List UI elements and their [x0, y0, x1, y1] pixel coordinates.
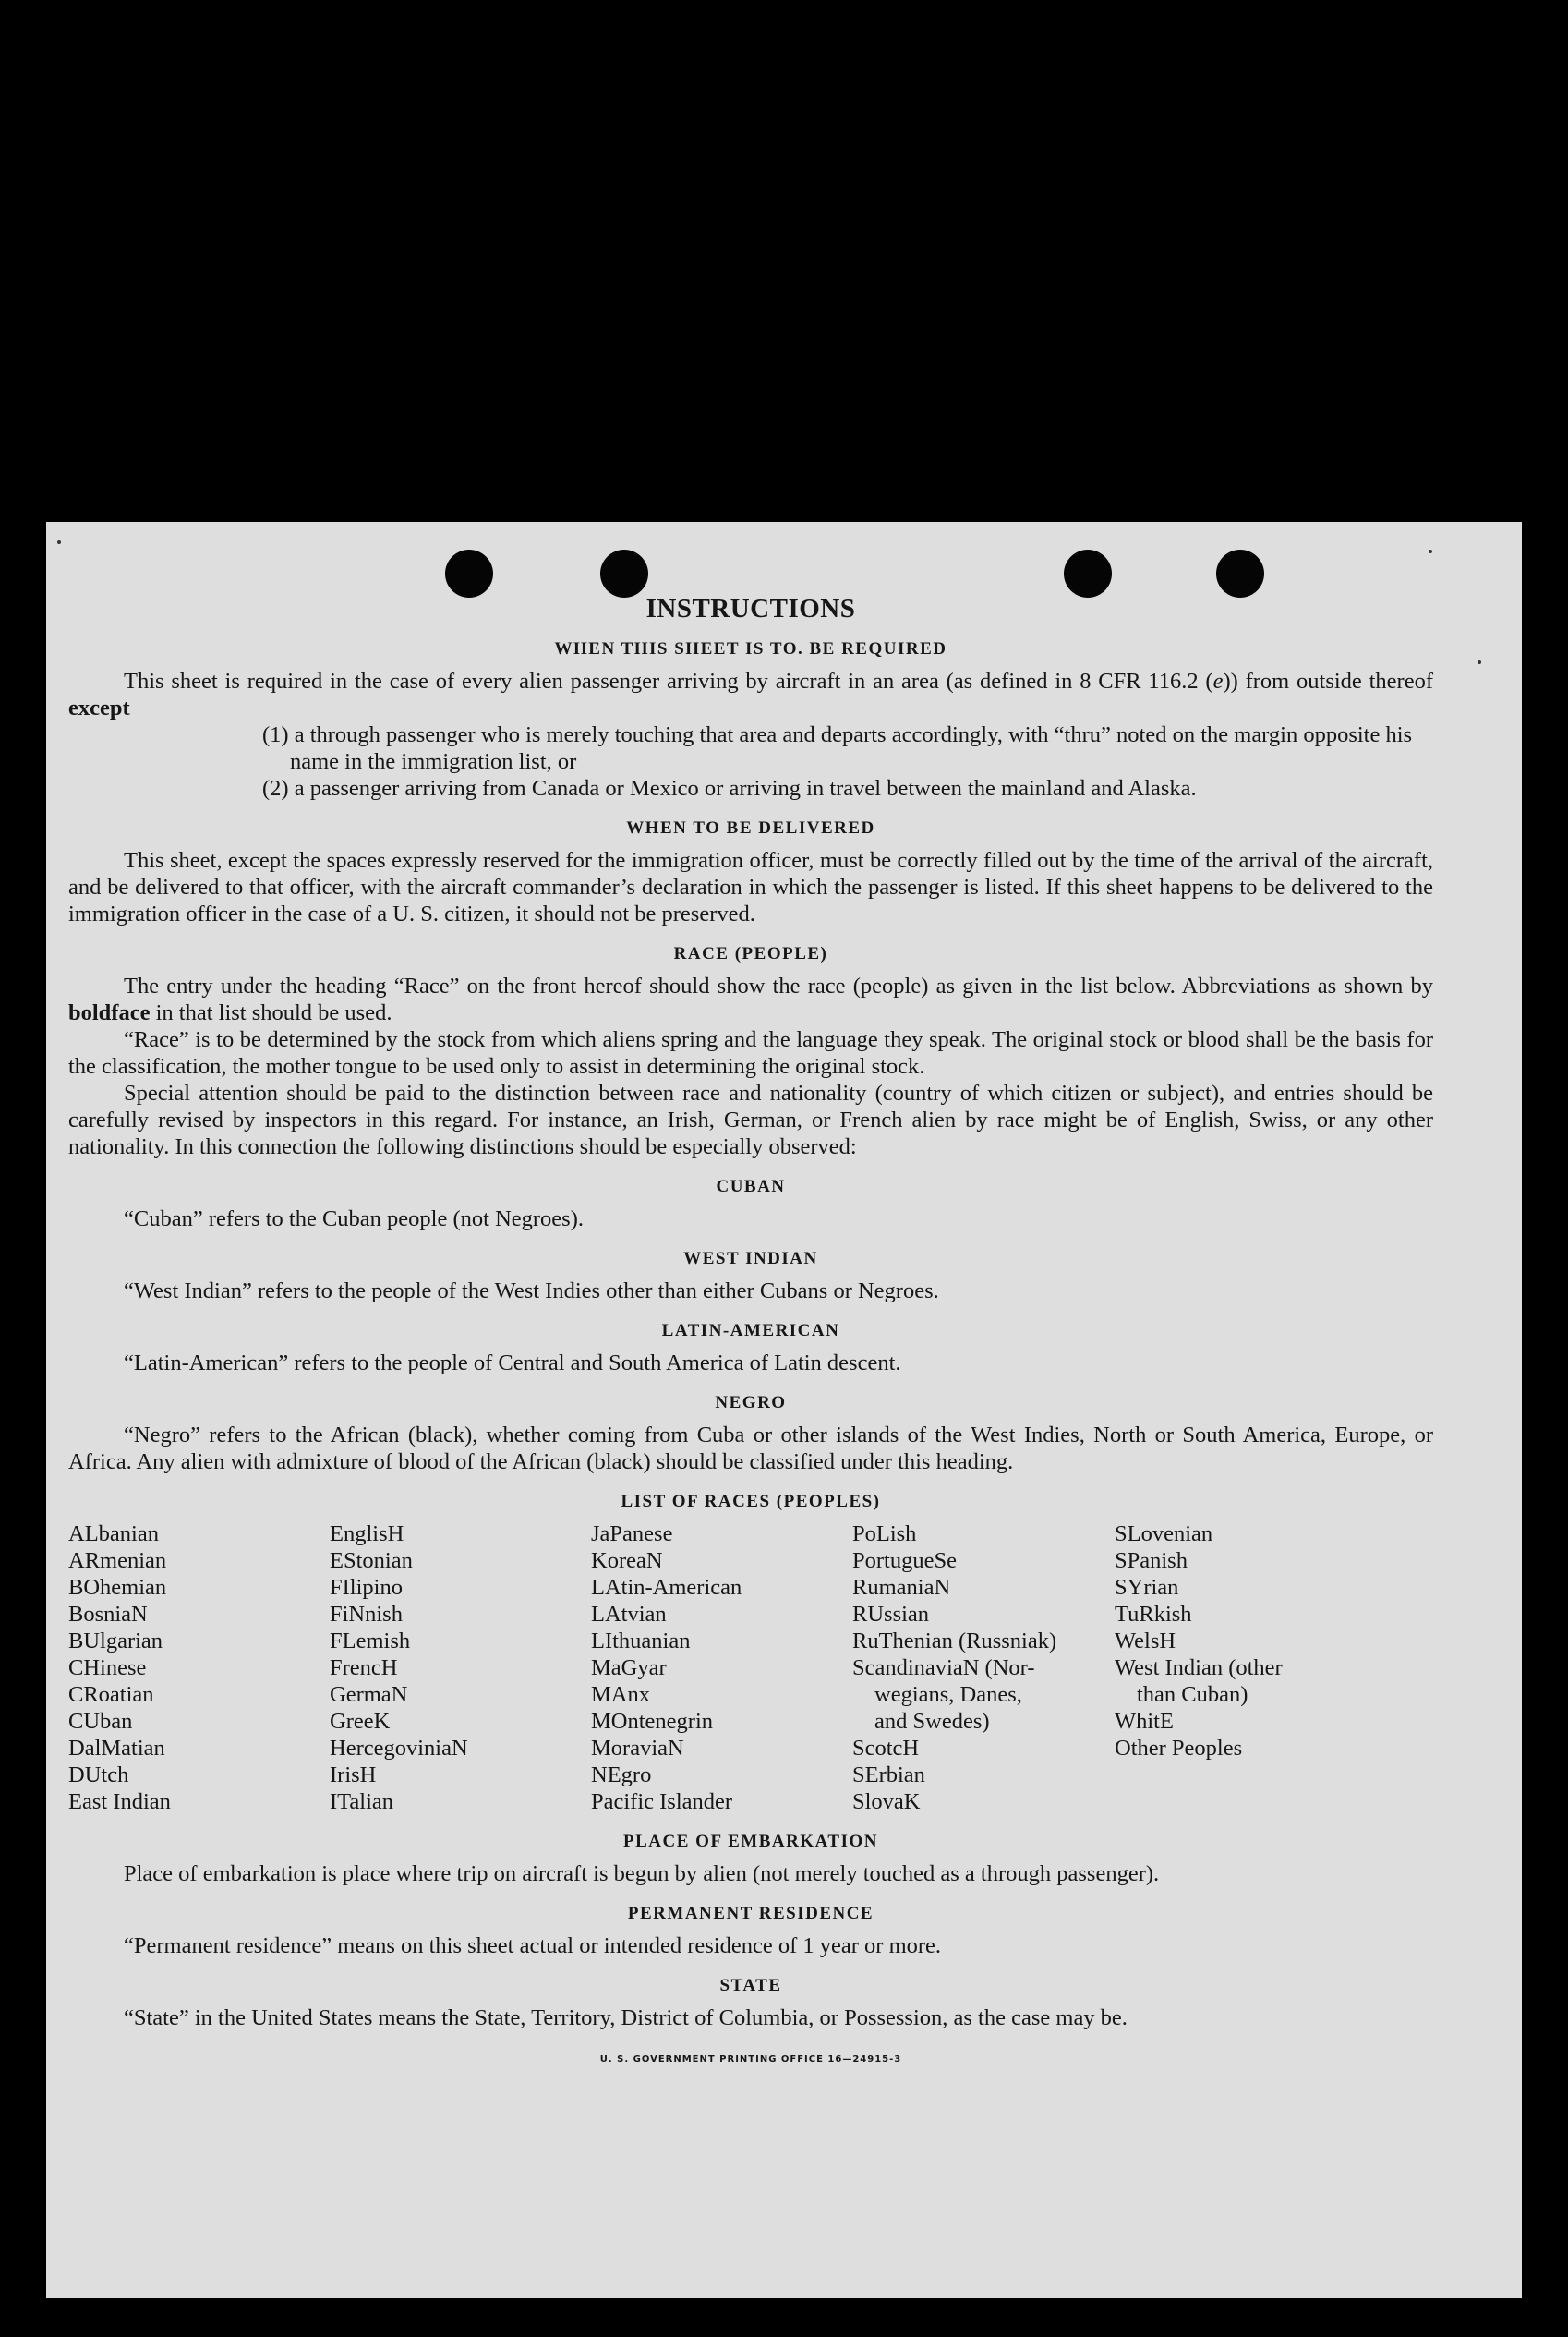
- required-item-2: (2) a passenger arriving from Canada or Mexico or arriving in travel between the mainland and Alaska.: [262, 776, 1197, 801]
- race-item: East Indian: [68, 1789, 171, 1814]
- section-heading-races-list: LIST OF RACES (PEOPLES): [621, 1492, 881, 1511]
- intro-except: except: [68, 696, 130, 720]
- race-item: GermaN: [330, 1682, 408, 1707]
- race-item: BUlgarian: [68, 1629, 163, 1653]
- speck: [1429, 550, 1432, 553]
- punch-hole: [445, 550, 493, 598]
- races-column-5: [1115, 1520, 1355, 1815]
- section-heading-latin-american: LATIN-AMERICAN: [661, 1321, 840, 1340]
- intro-italic: e: [1212, 669, 1224, 694]
- race-item: ScotcH: [852, 1736, 920, 1761]
- race-item: PoLish: [852, 1521, 917, 1546]
- race-item: EStonian: [330, 1548, 413, 1573]
- race-item: BosniaN: [68, 1602, 148, 1627]
- residence-text: “Permanent residence” means on this sheet actual or intended residence of 1 year or more.: [124, 1933, 942, 1958]
- race-item-continued: than Cuban): [1137, 1682, 1248, 1707]
- races-list: [68, 1520, 1433, 1815]
- race-p1-text-c: in that list should be used.: [150, 1000, 392, 1025]
- race-item: RumaniaN: [852, 1575, 951, 1600]
- required-intro: [68, 668, 1433, 721]
- race-item: MoraviaN: [591, 1736, 684, 1761]
- race-item: GreeK: [330, 1709, 391, 1734]
- section-heading-delivered: WHEN TO BE DELIVERED: [626, 818, 875, 838]
- latin-american-text: “Latin-American” refers to the people of Central and South America of Latin descent.: [124, 1350, 901, 1375]
- race-paragraph-3: Special attention should be paid to the distinction between race and nationality (country of which citizen or subject), and entries should be carefully revised by inspectors in this regard. For instance, an Irish, German, or French alien by race might be of English, Swiss, or any other nationality. In this connection the following distinctions should be especially observed:: [68, 1081, 1433, 1159]
- section-heading-negro: NEGRO: [715, 1393, 787, 1412]
- races-column-2: [330, 1520, 591, 1815]
- race-item: LAtvian: [591, 1602, 667, 1627]
- race-item: SYrian: [1115, 1575, 1179, 1600]
- section-heading-embarkation: PLACE OF EMBARKATION: [623, 1832, 878, 1851]
- state-text: “State” in the United States means the State, Territory, District of Columbia, or Possession, as the case may be.: [124, 2005, 1128, 2030]
- race-item: JaPanese: [591, 1521, 673, 1546]
- race-item: HercegoviniaN: [330, 1736, 468, 1761]
- race-item: PortugueSe: [852, 1548, 957, 1573]
- race-item-continued: wegians, Danes,: [874, 1682, 1022, 1707]
- printer-footer: U. S. GOVERNMENT PRINTING OFFICE 16—24915-3: [599, 2054, 902, 2065]
- race-item: TuRkish: [1115, 1602, 1192, 1627]
- race-item: EnglisH: [330, 1521, 404, 1546]
- race-p1-text-a: The entry under the heading “Race” on the front hereof should show the race (people) as given in the list below. Abbreviations as shown by: [124, 974, 1433, 999]
- section-heading-required: WHEN THIS SHEET IS TO. BE REQUIRED: [554, 639, 947, 659]
- race-item: NEgro: [591, 1762, 652, 1787]
- race-paragraph-1: [68, 973, 1433, 1026]
- race-item: FIlipino: [330, 1575, 403, 1600]
- section-heading-state: STATE: [719, 1976, 782, 1995]
- race-item: MOntenegrin: [591, 1709, 713, 1734]
- race-item: KoreaN: [591, 1548, 663, 1573]
- race-item: SLovenian: [1115, 1521, 1213, 1546]
- speck: [1478, 660, 1481, 664]
- race-item: WhitE: [1115, 1709, 1174, 1734]
- race-item: IrisH: [330, 1762, 377, 1787]
- race-item: MaGyar: [591, 1655, 667, 1680]
- required-item-1: (1) a through passenger who is merely touching that area and departs accordingly, with “thru” noted on the margin opposite his name in the immigration list, or: [262, 722, 1413, 774]
- punch-hole: [600, 550, 648, 598]
- race-item: SErbian: [852, 1762, 925, 1787]
- race-item: LIthuanian: [591, 1629, 691, 1653]
- embarkation-text: Place of embarkation is place where trip on aircraft is begun by alien (not merely touched as a through passenger).: [124, 1861, 1160, 1886]
- race-item: Pacific Islander: [591, 1789, 733, 1814]
- race-item: DalMatian: [68, 1736, 165, 1761]
- section-heading-cuban: CUBAN: [716, 1177, 786, 1196]
- race-item: BOhemian: [68, 1575, 167, 1600]
- west-indian-text: “West Indian” refers to the people of the West Indies other than either Cubans or Negroes.: [124, 1278, 939, 1303]
- punch-hole: [1216, 550, 1264, 598]
- race-paragraph-2: “Race” is to be determined by the stock from which aliens spring and the language they speak. The original stock or blood shall be the basis for the classification, the mother tongue to be used only to assist in determining the original stock.: [68, 1027, 1433, 1079]
- race-item: ScandinaviaN (Nor-: [852, 1655, 1035, 1680]
- races-column-3: [591, 1520, 852, 1815]
- race-item-continued: and Swedes): [874, 1709, 990, 1734]
- race-item: FLemish: [330, 1629, 411, 1653]
- race-p1-bold: boldface: [68, 1000, 151, 1025]
- race-item: CUban: [68, 1709, 133, 1734]
- race-item: CHinese: [68, 1655, 147, 1680]
- intro-text-a: This sheet is required in the case of every alien passenger arriving by aircraft in an area (as defined in 8 CFR 116.2 (: [124, 669, 1213, 694]
- race-item: ARmenian: [68, 1548, 167, 1573]
- instructions-content: [68, 596, 1433, 2073]
- intro-text-b: )) from outside thereof: [1223, 669, 1433, 694]
- negro-text: “Negro” refers to the African (black), whether coming from Cuba or other islands of the West Indies, North or South America, Europe, or Africa. Any alien with admixture of blood of the African (black) should be classified under this heading.: [68, 1423, 1433, 1474]
- race-item: CRoatian: [68, 1682, 154, 1707]
- race-item: FiNnish: [330, 1602, 403, 1627]
- speck: [57, 540, 61, 544]
- race-item: ALbanian: [68, 1521, 159, 1546]
- race-item: Other Peoples: [1115, 1736, 1243, 1761]
- race-item: LAtin-American: [591, 1575, 742, 1600]
- race-item: ITalian: [330, 1789, 394, 1814]
- race-item: RUssian: [852, 1602, 930, 1627]
- races-column-1: [68, 1520, 330, 1815]
- page-title: INSTRUCTIONS: [645, 594, 856, 624]
- race-item: RuThenian (Russniak): [852, 1629, 1057, 1653]
- race-item: MAnx: [591, 1682, 650, 1707]
- race-item: FrencH: [330, 1655, 398, 1680]
- race-item: DUtch: [68, 1762, 129, 1787]
- race-item: SPanish: [1115, 1548, 1188, 1573]
- section-heading-race: RACE (PEOPLE): [673, 944, 828, 963]
- delivered-text: This sheet, except the spaces expressly reserved for the immigration officer, must be correctly filled out by the time of the arrival of the aircraft, and be delivered to that officer, with the aircraft commander’s declaration in which the passenger is listed. If this sheet happens to be delivered to the immigration officer in the case of a U. S. citizen, it should not be preserved.: [68, 848, 1433, 926]
- race-item: SlovaK: [852, 1789, 921, 1814]
- document-page: [46, 522, 1522, 2298]
- race-item: West Indian (other: [1115, 1655, 1283, 1680]
- section-heading-west-indian: WEST INDIAN: [683, 1249, 818, 1268]
- races-column-4: [852, 1520, 1115, 1815]
- cuban-text: “Cuban” refers to the Cuban people (not Negroes).: [124, 1206, 584, 1231]
- race-item: WelsH: [1115, 1629, 1176, 1653]
- punch-hole: [1064, 550, 1112, 598]
- section-heading-residence: PERMANENT RESIDENCE: [627, 1904, 874, 1923]
